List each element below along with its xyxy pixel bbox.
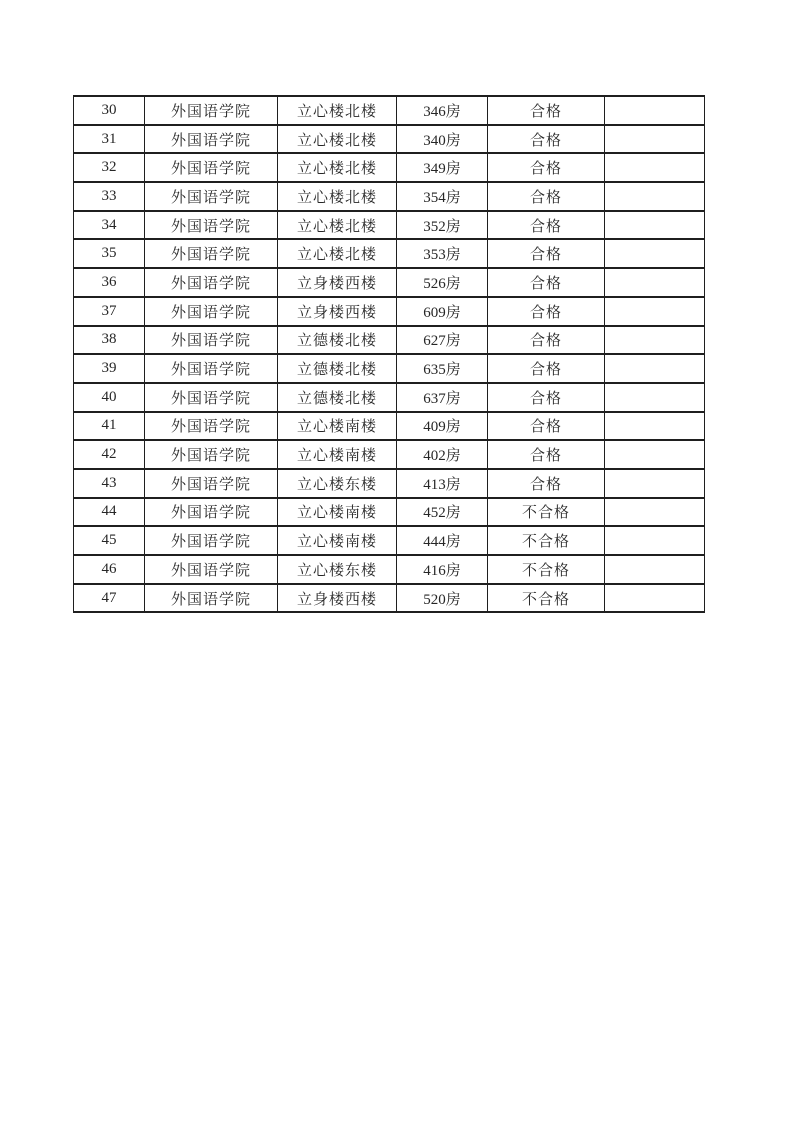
table-row [74,412,705,441]
cell-building: 立德楼北楼 [278,354,397,383]
cell-remark [605,211,705,240]
cell-building: 立心楼东楼 [278,555,397,584]
cell-room: 353房 [397,239,488,268]
cell-serial-number: 35 [74,239,145,268]
cell-room: 627房 [397,326,488,355]
table-row [74,469,705,498]
cell-serial-number: 41 [74,412,145,441]
cell-room: 416房 [397,555,488,584]
cell-college: 外国语学院 [145,412,278,441]
cell-remark [605,412,705,441]
cell-serial-number: 33 [74,182,145,211]
cell-college: 外国语学院 [145,584,278,613]
cell-college: 外国语学院 [145,268,278,297]
table-row [74,268,705,297]
cell-room: 635房 [397,354,488,383]
cell-remark [605,526,705,555]
cell-result: 不合格 [488,498,605,527]
cell-result: 合格 [488,412,605,441]
cell-result: 合格 [488,297,605,326]
cell-result: 合格 [488,383,605,412]
table-row [74,498,705,527]
cell-building: 立德楼北楼 [278,326,397,355]
cell-remark [605,153,705,182]
cell-building: 立德楼北楼 [278,383,397,412]
cell-room: 346房 [397,96,488,125]
cell-building: 立心楼北楼 [278,125,397,154]
cell-result: 合格 [488,125,605,154]
cell-room: 340房 [397,125,488,154]
cell-serial-number: 43 [74,469,145,498]
cell-serial-number: 42 [74,440,145,469]
cell-remark [605,498,705,527]
cell-remark [605,239,705,268]
cell-serial-number: 39 [74,354,145,383]
cell-college: 外国语学院 [145,469,278,498]
cell-serial-number: 36 [74,268,145,297]
cell-result: 合格 [488,469,605,498]
cell-room: 349房 [397,153,488,182]
cell-room: 526房 [397,268,488,297]
cell-result: 合格 [488,440,605,469]
inspection-results-table [73,95,705,613]
inspection-table-body [74,96,705,612]
cell-result: 合格 [488,153,605,182]
cell-college: 外国语学院 [145,440,278,469]
cell-building: 立心楼北楼 [278,211,397,240]
cell-room: 402房 [397,440,488,469]
cell-college: 外国语学院 [145,326,278,355]
cell-result: 合格 [488,239,605,268]
cell-building: 立心楼北楼 [278,182,397,211]
cell-building: 立心楼南楼 [278,440,397,469]
cell-college: 外国语学院 [145,96,278,125]
cell-result: 不合格 [488,526,605,555]
cell-remark [605,383,705,412]
cell-result: 合格 [488,354,605,383]
cell-remark [605,326,705,355]
cell-college: 外国语学院 [145,498,278,527]
table-row [74,383,705,412]
cell-serial-number: 44 [74,498,145,527]
cell-building: 立心楼南楼 [278,498,397,527]
table-row [74,526,705,555]
table-row [74,354,705,383]
cell-remark [605,440,705,469]
table-row [74,239,705,268]
cell-serial-number: 30 [74,96,145,125]
cell-result: 合格 [488,211,605,240]
cell-remark [605,555,705,584]
cell-room: 354房 [397,182,488,211]
cell-serial-number: 38 [74,326,145,355]
table-row [74,584,705,613]
cell-college: 外国语学院 [145,125,278,154]
cell-result: 不合格 [488,555,605,584]
table-row [74,297,705,326]
cell-room: 409房 [397,412,488,441]
cell-building: 立心楼北楼 [278,153,397,182]
table-row [74,153,705,182]
cell-room: 609房 [397,297,488,326]
cell-remark [605,297,705,326]
cell-college: 外国语学院 [145,211,278,240]
table-row [74,125,705,154]
cell-building: 立心楼东楼 [278,469,397,498]
cell-room: 520房 [397,584,488,613]
table-row [74,211,705,240]
cell-building: 立身楼西楼 [278,297,397,326]
cell-serial-number: 46 [74,555,145,584]
cell-remark [605,96,705,125]
cell-room: 444房 [397,526,488,555]
table-row [74,182,705,211]
cell-building: 立身楼西楼 [278,584,397,613]
cell-room: 413房 [397,469,488,498]
cell-college: 外国语学院 [145,354,278,383]
cell-result: 不合格 [488,584,605,613]
cell-college: 外国语学院 [145,182,278,211]
table-row [74,96,705,125]
cell-serial-number: 31 [74,125,145,154]
cell-building: 立心楼北楼 [278,96,397,125]
cell-remark [605,584,705,613]
cell-serial-number: 32 [74,153,145,182]
table-row [74,326,705,355]
cell-result: 合格 [488,182,605,211]
cell-building: 立心楼北楼 [278,239,397,268]
cell-result: 合格 [488,326,605,355]
cell-college: 外国语学院 [145,297,278,326]
cell-serial-number: 40 [74,383,145,412]
cell-result: 合格 [488,268,605,297]
cell-remark [605,125,705,154]
cell-college: 外国语学院 [145,526,278,555]
cell-building: 立身楼西楼 [278,268,397,297]
cell-college: 外国语学院 [145,383,278,412]
cell-result: 合格 [488,96,605,125]
cell-serial-number: 47 [74,584,145,613]
cell-remark [605,354,705,383]
cell-college: 外国语学院 [145,239,278,268]
cell-remark [605,182,705,211]
cell-remark [605,469,705,498]
cell-building: 立心楼南楼 [278,412,397,441]
cell-building: 立心楼南楼 [278,526,397,555]
cell-room: 352房 [397,211,488,240]
cell-room: 452房 [397,498,488,527]
table-row [74,555,705,584]
cell-serial-number: 34 [74,211,145,240]
table-row [74,440,705,469]
cell-college: 外国语学院 [145,153,278,182]
cell-serial-number: 37 [74,297,145,326]
cell-remark [605,268,705,297]
cell-serial-number: 45 [74,526,145,555]
cell-college: 外国语学院 [145,555,278,584]
cell-room: 637房 [397,383,488,412]
